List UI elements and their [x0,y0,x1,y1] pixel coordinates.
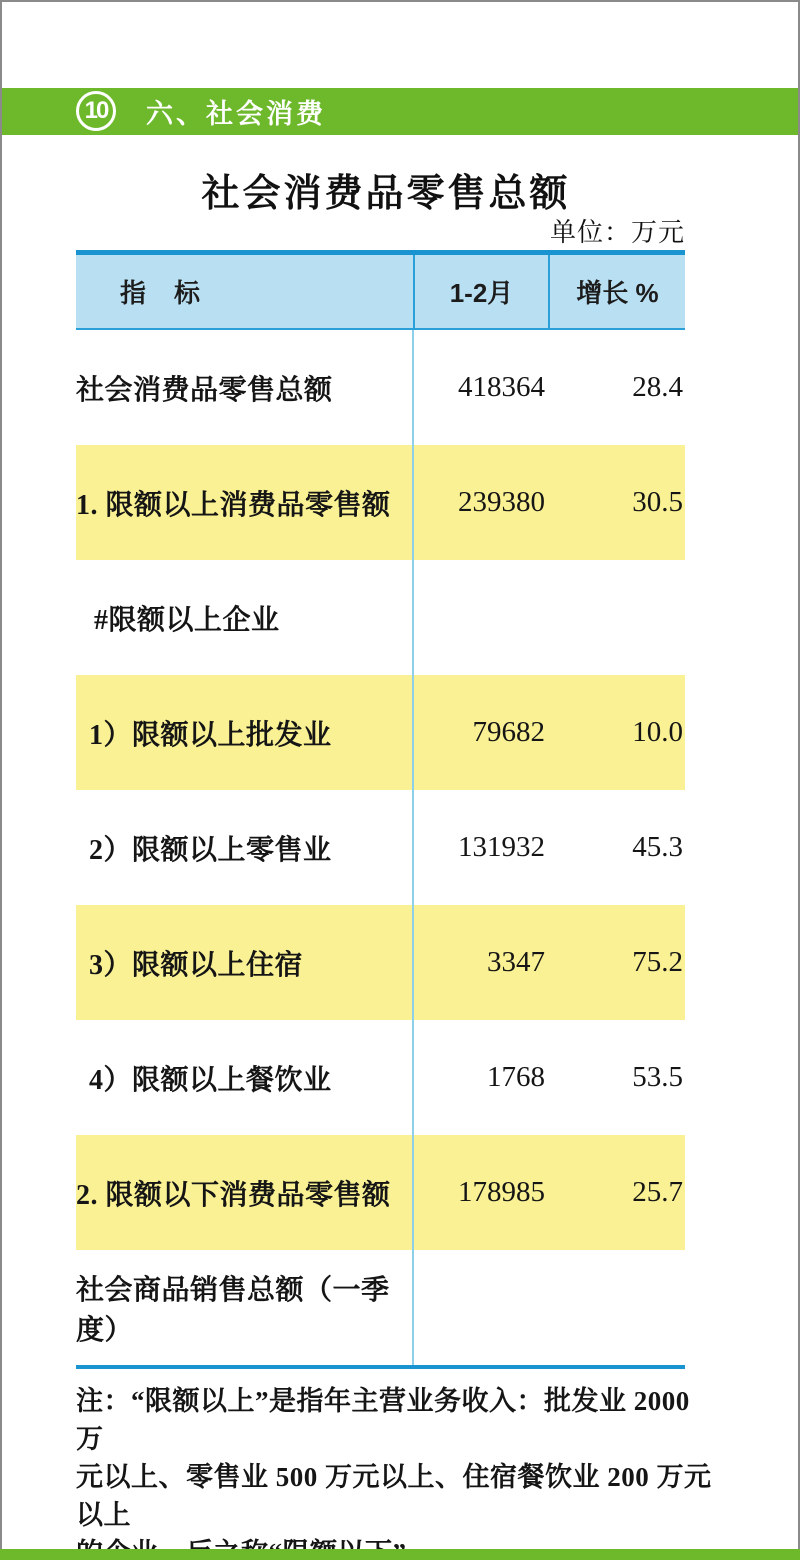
footnote-line: 元以上、零售业 500 万元以上、住宿餐饮业 200 万元以上 [76,1462,712,1530]
page-title: 社会消费品零售总额 [201,173,571,215]
bottom-green-strip [0,1549,800,1560]
row-label: 1）限额以上批发业 [89,719,332,751]
row-label: 4）限额以上餐饮业 [89,1064,332,1096]
row-growth: 53.5 [632,1061,683,1093]
table-row [76,1135,685,1250]
table-row [76,905,685,1020]
table-row [76,1250,685,1365]
row-value: 178985 [458,1176,545,1208]
row-growth: 10.0 [632,716,683,748]
row-growth: 28.4 [632,371,683,403]
table-header-row [76,250,685,330]
table-row [76,1020,685,1135]
retail-sales-table [76,250,685,1369]
row-label: 社会商品销售总额（一季度） [76,1274,390,1346]
row-growth: 25.7 [632,1176,683,1208]
section-header-bar [0,88,800,135]
table-row [76,445,685,560]
section-title: 六、社会消费 [146,99,326,129]
row-growth: 30.5 [632,486,683,518]
row-label: 3）限额以上住宿 [89,949,304,981]
row-label: 2）限额以上零售业 [89,834,332,866]
row-value: 418364 [458,371,545,403]
row-growth: 75.2 [632,946,683,978]
header-indicator: 指 标 [120,278,202,308]
table-row [76,560,685,675]
row-label: 社会消费品零售总额 [76,374,333,406]
footnote [76,1382,716,1560]
row-label: 2. 限额以下消费品零售额 [76,1179,391,1211]
section-number-badge: 10 [76,91,116,131]
row-value: 1768 [487,1061,545,1093]
row-value: 3347 [487,946,545,978]
unit-label: 单位：万元 [549,218,685,247]
header-period: 1-2月 [413,255,548,328]
row-value: 131932 [458,831,545,863]
header-growth: 增长 % [548,255,685,328]
row-label: #限额以上企业 [94,604,280,636]
table-body [76,330,685,1369]
table-row [76,330,685,445]
table-row [76,790,685,905]
row-value: 239380 [458,486,545,518]
footnote-line: 注：“限额以上”是指年主营业务收入：批发业 2000 万 [76,1386,690,1454]
row-growth: 45.3 [632,831,683,863]
row-label: 1. 限额以上消费品零售额 [76,489,391,521]
column-divider-line [412,330,414,1365]
row-value: 79682 [472,716,545,748]
table-row [76,675,685,790]
